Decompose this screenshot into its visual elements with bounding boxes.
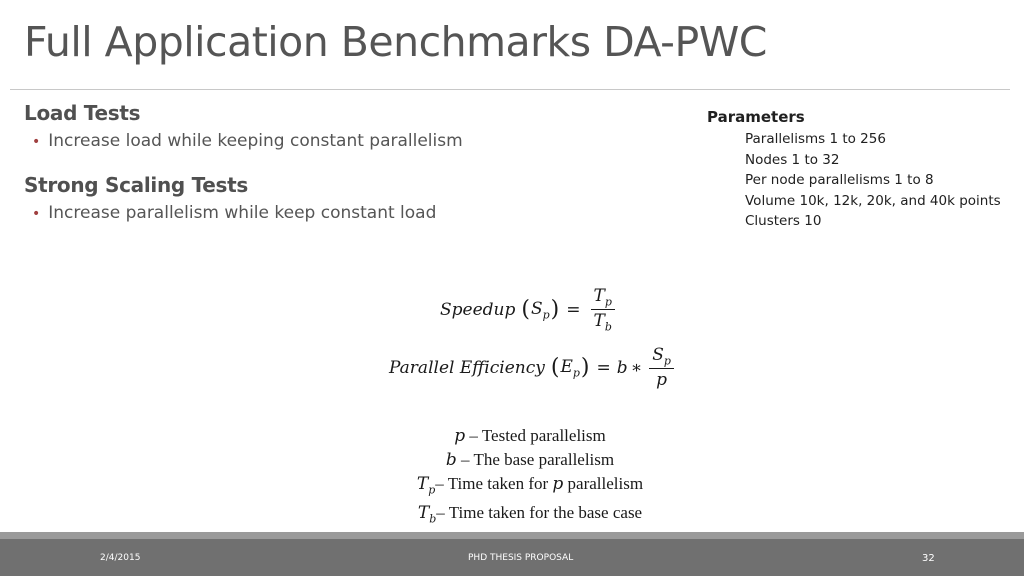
speedup-fraction: $\frac{T_p}{T_b}$ xyxy=(591,286,615,334)
efficiency-formula: Parallel Efficiency ( $E_p$ ) = b ∗ $\frac{S_p}{p}$ xyxy=(389,345,678,390)
title-divider xyxy=(10,89,1010,90)
load-tests-bullet xyxy=(32,131,463,151)
legend-line-tp: $T_p-$ Time taken for p parallelism xyxy=(416,474,644,497)
variable-legend xyxy=(330,424,730,531)
parameter-item: Clusters 10 xyxy=(745,213,822,229)
footer-band xyxy=(0,532,1024,539)
strong-scaling-bullet-text: Increase parallelism while keep constant load xyxy=(48,203,437,223)
parameter-item: Nodes 1 to 32 xyxy=(745,151,840,168)
efficiency-fraction: $\frac{S_p}{p}$ xyxy=(649,345,674,390)
legend-line-b: b – The base parallelism xyxy=(445,450,615,470)
parameter-item: Per node parallelisms 1 to 8 xyxy=(745,172,934,188)
load-tests-heading: Load Tests xyxy=(24,101,141,125)
strong-scaling-bullet xyxy=(32,203,436,223)
efficiency-label: Parallel Efficiency xyxy=(389,357,545,378)
strong-scaling-heading: Strong Scaling Tests xyxy=(24,173,248,197)
bullet-icon: • xyxy=(32,134,41,150)
footer xyxy=(0,539,1024,576)
bullet-icon: • xyxy=(32,206,41,222)
legend-line-p: p – Tested parallelism xyxy=(454,426,606,446)
parameter-item: Volume 10k, 12k, 20k, and 40k points xyxy=(745,192,1001,209)
slide-number: 32 xyxy=(922,553,935,564)
parameters-box xyxy=(707,108,1001,232)
footer-title: PHD THESIS PROPOSAL xyxy=(468,553,574,563)
load-tests-section xyxy=(24,101,463,151)
footer-date: 2/4/2015 xyxy=(100,553,141,563)
speedup-label: Speedup xyxy=(440,299,516,320)
load-tests-bullet-text: Increase load while keeping constant parallelism xyxy=(48,131,463,151)
strong-scaling-section xyxy=(24,173,436,223)
slide-title: Full Application Benchmarks DA-PWC xyxy=(24,18,767,66)
parameters-title: Parameters xyxy=(707,108,805,126)
speedup-formula: Speedup ( $S_p$ ) = $\frac{T_p}{T_b}$ xyxy=(440,286,619,334)
parameter-item: Parallelisms 1 to 256 xyxy=(745,131,886,147)
legend-line-tb: $T_b-$ Time taken for the base case xyxy=(417,503,643,526)
